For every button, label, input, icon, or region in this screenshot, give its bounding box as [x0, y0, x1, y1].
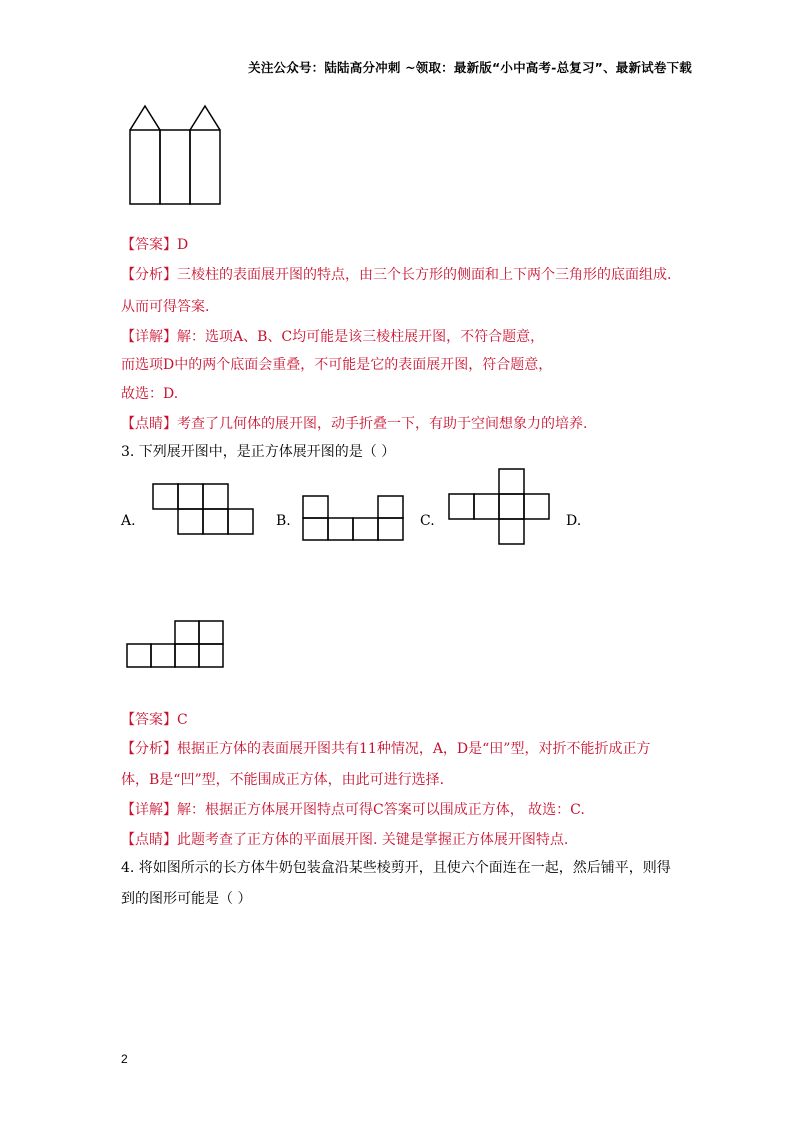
q3-option-c-label: C. [420, 513, 435, 529]
q3-option-c-figure [448, 468, 552, 546]
q3-option-a-label: A. [121, 513, 136, 529]
q2-analysis-line1: 【分析】三棱柱的表面展开图的特点，由三个长方形的侧面和上下两个三角形的底面组成. [121, 267, 672, 283]
q4-question-line1: 4. 将如图所示的长方体牛奶包装盒沿某些棱剪开，且使六个面连在一起，然后铺平，则得 [121, 860, 671, 876]
q3-answer: 【答案】C [121, 712, 188, 728]
prism-net-figure [128, 104, 222, 206]
q3-comment: 【点睛】此题考查了正方体的平面展开图. 关键是掌握正方体展开图特点. [121, 832, 569, 848]
page-number: 2 [121, 1052, 128, 1066]
q2-answer: 【答案】D [121, 237, 189, 253]
q2-detail-line3: 故选：D. [121, 386, 179, 402]
q4-question-line2: 到的图形可能是（ ） [121, 891, 252, 907]
q3-analysis-line2: 体，B是“凹”型，不能围成正方体，由此可进行选择. [121, 772, 445, 788]
q2-comment: 【点睛】考查了几何体的展开图，动手折叠一下，有助于空间想象力的培养. [121, 416, 588, 432]
q2-analysis-line2: 从而可得答案. [121, 299, 210, 315]
q3-question: 3. 下列展开图中，是正方体展开图的是（ ） [121, 444, 396, 460]
q3-option-d-label: D. [566, 513, 582, 529]
q3-detail: 【详解】解：根据正方体展开图特点可得C答案可以围成正方体， 故选：C. [121, 802, 585, 818]
q3-option-b-label: B. [276, 513, 291, 529]
q3-analysis-line1: 【分析】根据正方体的表面展开图共有11种情况，A，D是“田”型，对折不能折成正方 [121, 741, 651, 757]
q3-option-d-figure [126, 620, 226, 668]
q3-option-a-figure [152, 483, 254, 537]
q2-detail-line1: 【详解】解：选项A、B、C均可能是该三棱柱展开图，不符合题意， [121, 329, 545, 345]
q2-detail-line2: 而选项D中的两个底面会重叠，不可能是它的表面展开图，符合题意， [121, 357, 553, 373]
q3-option-b-figure [302, 495, 406, 543]
page-header: 关注公众号：陆陆高分冲刺 ~领取：最新版“小中高考-总复习”、最新试卷下载 [248, 60, 692, 75]
